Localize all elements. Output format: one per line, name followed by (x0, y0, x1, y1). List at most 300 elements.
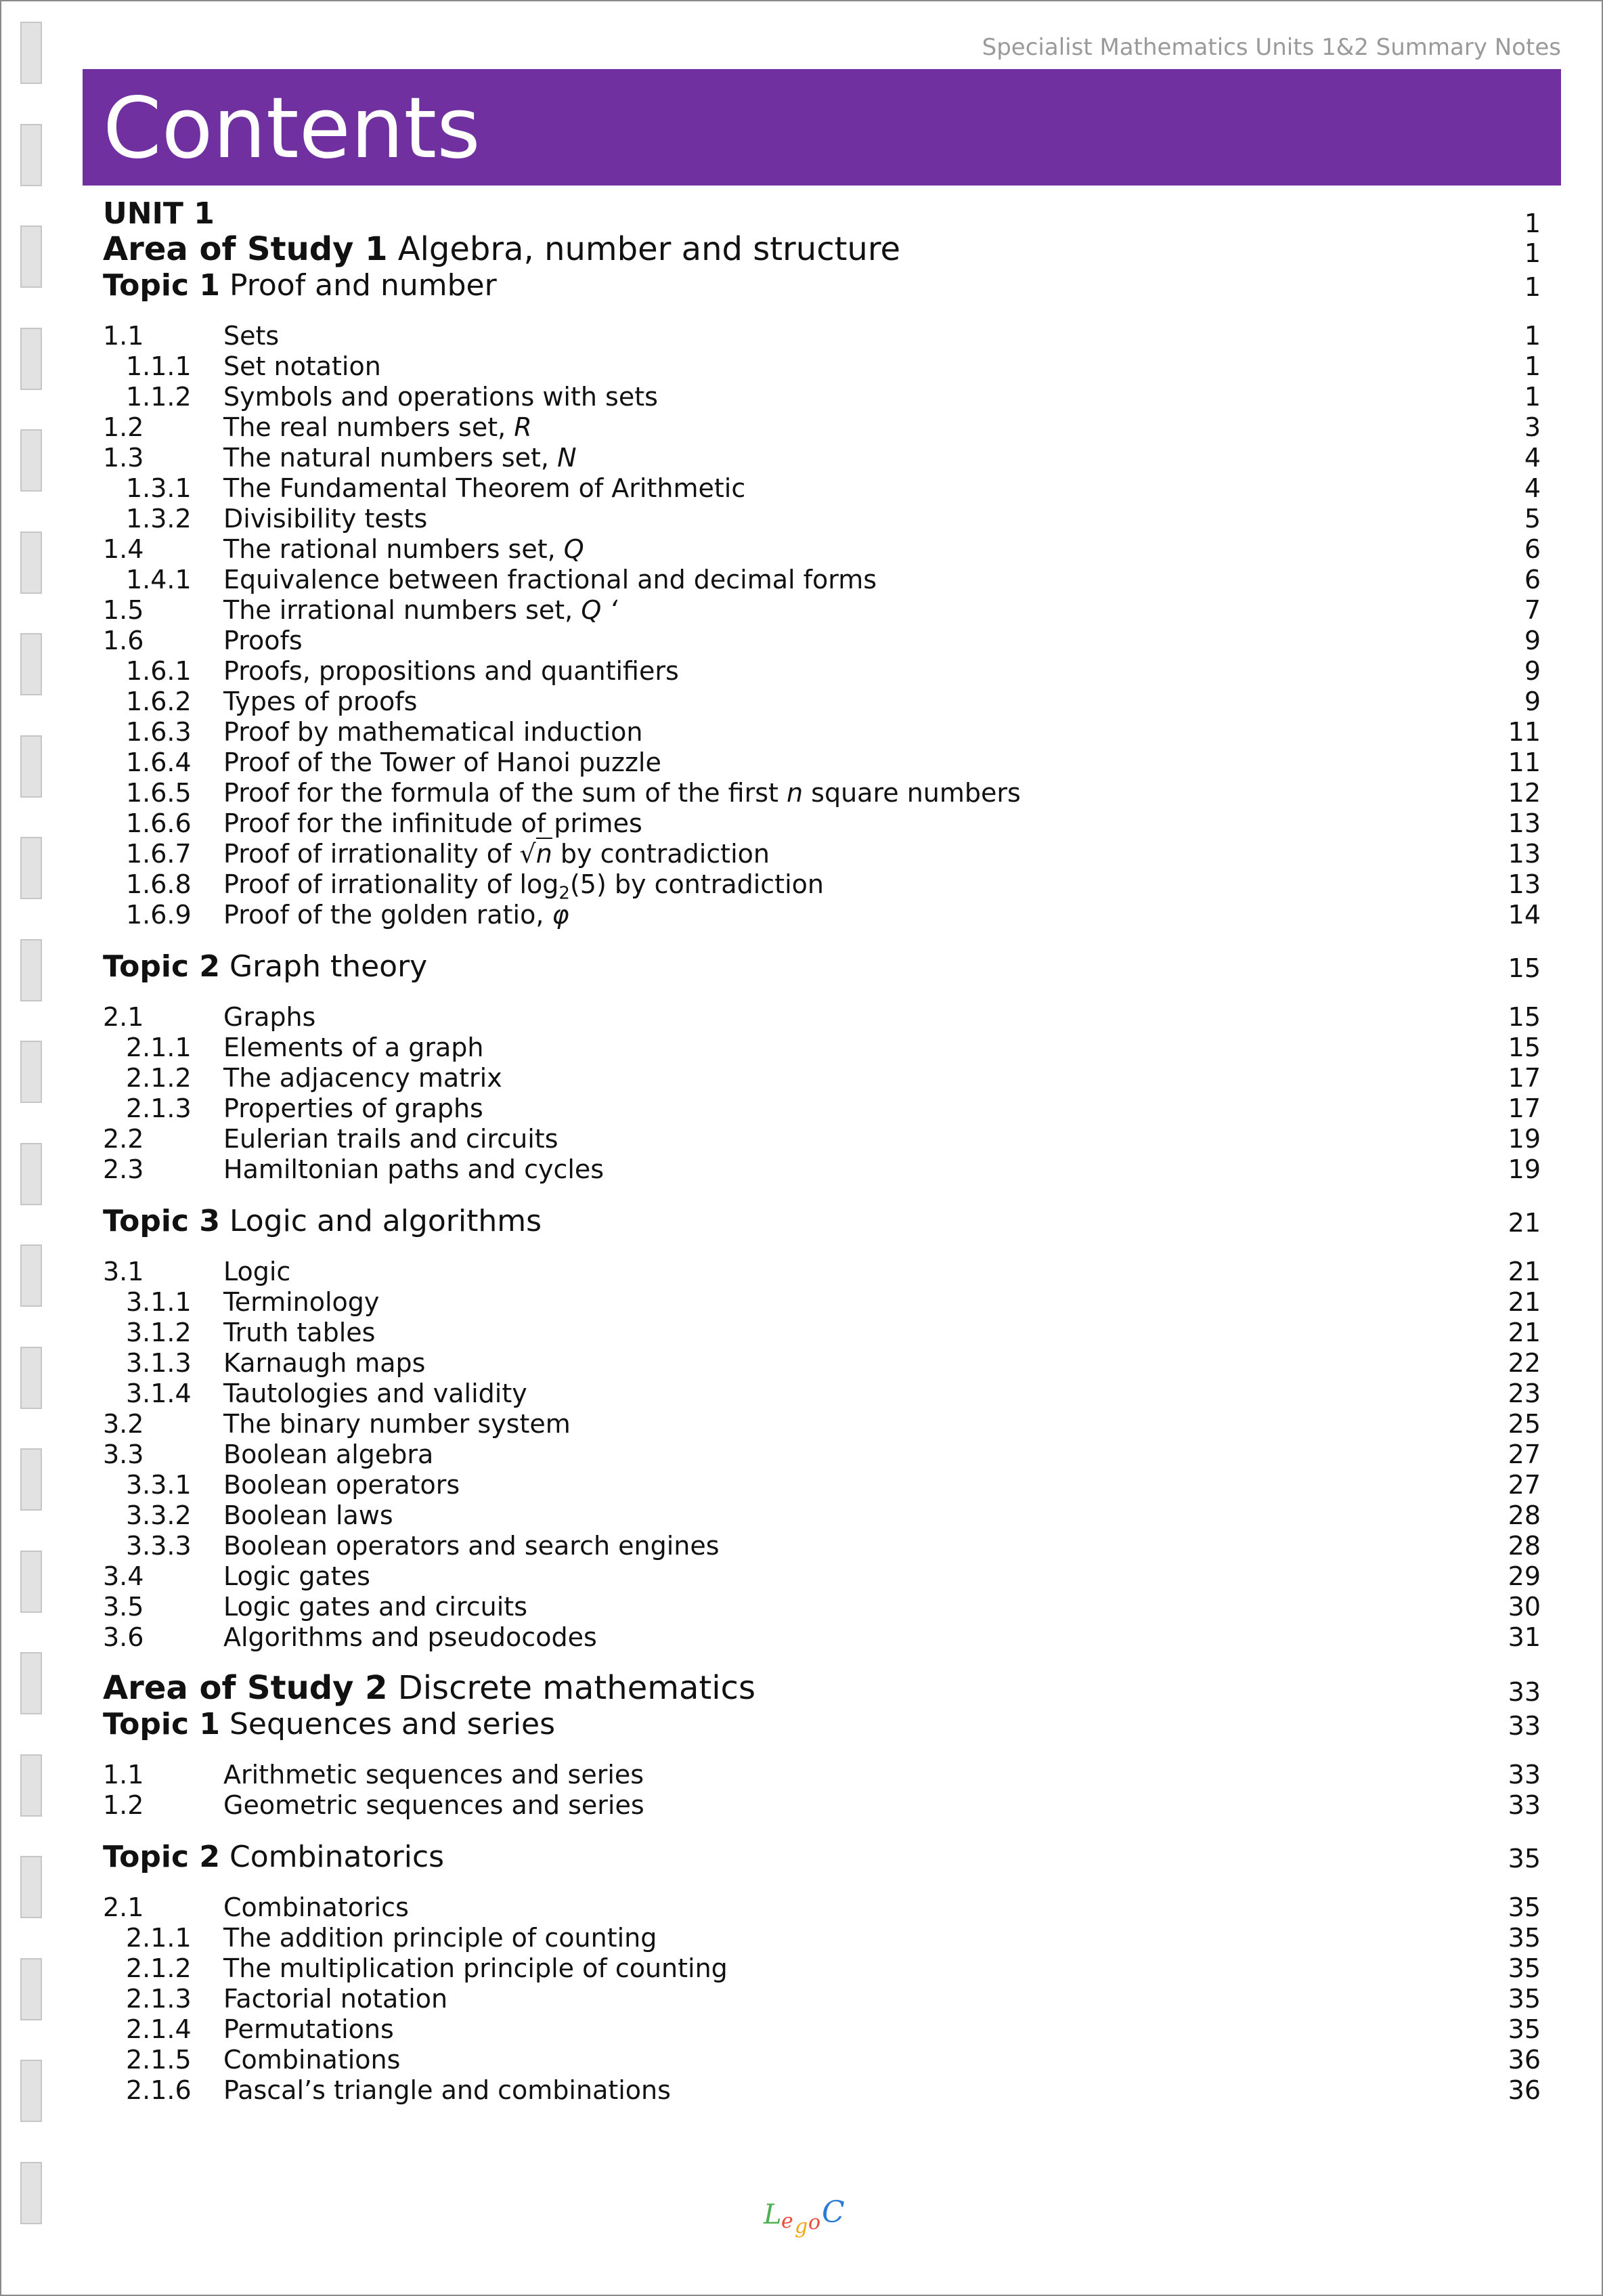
section-title (223, 839, 770, 869)
title-text: Logic (223, 1257, 291, 1286)
section-number: 3.1.1 (126, 1287, 192, 1317)
binder-hole (20, 1041, 42, 1103)
section-number: 1.1 (103, 1760, 144, 1790)
title-text: Graphs (223, 1002, 316, 1032)
title-text: Geometric sequences and series (223, 1790, 644, 1820)
section-number: 3.3.3 (126, 1531, 192, 1561)
page-number: 29 (1508, 1561, 1541, 1591)
title-text: Boolean algebra (223, 1439, 434, 1469)
section-number: 2.1 (103, 1002, 144, 1032)
page-number: 15 (1508, 1002, 1541, 1032)
page-number: 36 (1508, 2045, 1541, 2075)
topic-2-heading[interactable] (103, 949, 1541, 984)
toc-entry[interactable] (103, 1622, 1541, 1653)
section-number: 2.1.3 (126, 1093, 192, 1123)
section-number: 1.3.2 (126, 504, 192, 534)
section-title (223, 1500, 393, 1531)
toc-entry[interactable] (103, 748, 1541, 778)
svg-text:o: o (808, 2211, 821, 2234)
toc-entry[interactable] (103, 382, 1541, 412)
math-variable: Q (563, 534, 584, 564)
section-number: 1.6.1 (126, 656, 192, 686)
toc-entry[interactable] (103, 2045, 1541, 2075)
binder-hole (20, 2060, 42, 2122)
section-number: 3.1.2 (126, 1318, 192, 1347)
toc-entry[interactable] (103, 443, 1541, 473)
title-text: Divisibility tests (223, 504, 428, 534)
toc-entry[interactable] (103, 321, 1541, 351)
title-text: The rational numbers set, (223, 534, 564, 564)
binder-hole (20, 1244, 42, 1307)
section-number: 1.6.2 (126, 687, 192, 716)
title-text: by contradiction (552, 839, 770, 869)
table-of-contents (103, 198, 1541, 2106)
toc-entry[interactable] (103, 1287, 1541, 1318)
binder-hole (20, 1856, 42, 1918)
page-number: 4 (1524, 473, 1541, 503)
math-variable: n (535, 839, 552, 869)
page-number: 30 (1508, 1592, 1541, 1622)
section-title (223, 1923, 657, 1953)
title-text: Proof of irrationality of log (223, 869, 559, 899)
title-text: Pascal’s triangle and combinations (223, 2075, 671, 2105)
section-number: 3.3.1 (126, 1470, 192, 1500)
svg-text:C: C (822, 2195, 845, 2230)
section-title (223, 717, 642, 748)
section-number: 2.1.2 (126, 1953, 192, 1983)
section-number: 2.1.3 (126, 1984, 192, 2014)
page-number: 19 (1508, 1124, 1541, 1154)
page-number: 25 (1508, 1409, 1541, 1439)
section-title (223, 656, 679, 687)
title-text: Set notation (223, 351, 381, 381)
binder-hole (20, 633, 42, 695)
toc-entry[interactable] (103, 2014, 1541, 2045)
page-number: 21 (1508, 1257, 1541, 1286)
title-text: Terminology (223, 1287, 380, 1317)
toc-entry[interactable] (103, 1592, 1541, 1622)
section-title (223, 1953, 728, 1984)
contents-banner (83, 69, 1561, 186)
toc-entry[interactable] (103, 565, 1541, 595)
math-variable: Q ‘ (581, 595, 618, 625)
legoc-logo (758, 2195, 846, 2249)
page-number: 15 (1508, 953, 1541, 983)
aos-title: Algebra, number and structure (387, 230, 901, 268)
toc-entry[interactable] (103, 778, 1541, 808)
page-number: 35 (1508, 1923, 1541, 1953)
section-title (223, 1622, 597, 1653)
section-number: 1.2 (103, 412, 144, 442)
section-number: 1.6.5 (126, 778, 192, 808)
toc-entry[interactable] (103, 1984, 1541, 2014)
section-title (223, 687, 417, 717)
section-title (223, 473, 745, 504)
title-text: Proof of irrationality of (223, 839, 520, 869)
unit-label: UNIT 1 (103, 196, 215, 231)
section-title (223, 1439, 433, 1470)
section-title (223, 2075, 671, 2106)
section-title (223, 1592, 527, 1622)
toc-entry[interactable] (103, 1257, 1541, 1287)
aos2-topic-1-entries (103, 1760, 1541, 1821)
page-number: 6 (1524, 534, 1541, 564)
page-number: 35 (1508, 1984, 1541, 2014)
binder-hole (20, 939, 42, 1001)
section-title (223, 1470, 460, 1500)
section-number: 2.1.1 (126, 1033, 192, 1062)
area-of-study-2-heading[interactable] (103, 1669, 1541, 1707)
section-number: 1.6 (103, 626, 144, 655)
section-number: 1.6.6 (126, 808, 192, 838)
section-title (223, 382, 658, 412)
toc-entry[interactable] (103, 1760, 1541, 1790)
page-number: 1 (1524, 382, 1541, 412)
section-title (223, 748, 661, 778)
section-title (223, 1409, 571, 1439)
title-text: Logic gates and circuits (223, 1592, 528, 1622)
title-text: square numbers (803, 778, 1021, 808)
title-text: (5) by contradiction (569, 869, 824, 899)
page-number: 9 (1524, 656, 1541, 686)
section-title (223, 1531, 720, 1561)
section-number: 2.1.6 (126, 2075, 192, 2105)
section-number: 3.1.4 (126, 1379, 192, 1408)
binder-hole (20, 124, 42, 186)
page-number: 7 (1524, 595, 1541, 625)
topic-title: Sequences and series (220, 1707, 555, 1741)
page-number: 11 (1508, 717, 1541, 747)
page-number: 13 (1508, 839, 1541, 869)
toc-entry[interactable] (103, 1033, 1541, 1063)
page-number: 9 (1524, 626, 1541, 655)
page-number: 35 (1508, 1953, 1541, 1983)
toc-entry[interactable] (103, 534, 1541, 565)
section-title (223, 1348, 425, 1379)
page-number: 9 (1524, 687, 1541, 716)
page-number: 14 (1508, 900, 1541, 930)
title-text: The real numbers set, (223, 412, 514, 442)
toc-entry[interactable] (103, 1409, 1541, 1439)
title-text: Karnaugh maps (223, 1348, 426, 1378)
aos2-topic-2-heading[interactable] (103, 1840, 1541, 1875)
section-number: 3.2 (103, 1409, 144, 1439)
svg-text:g: g (795, 2215, 808, 2238)
section-title (223, 626, 303, 656)
toc-entry[interactable] (103, 1500, 1541, 1531)
toc-entry[interactable] (103, 1154, 1541, 1185)
section-number: 2.1.2 (126, 1063, 192, 1093)
title-text: Proofs, propositions and quantifiers (223, 656, 679, 686)
section-title (223, 808, 642, 839)
title-text: Eulerian trails and circuits (223, 1124, 558, 1154)
section-title (223, 1760, 644, 1790)
unit-heading[interactable] (103, 196, 1541, 238)
toc-entry[interactable] (103, 1531, 1541, 1561)
page-number: 6 (1524, 565, 1541, 594)
section-title (223, 443, 577, 473)
page-number: 33 (1508, 1790, 1541, 1820)
title-text: Proof of the Tower of Hanoi puzzle (223, 748, 661, 777)
title-text: Boolean operators and search engines (223, 1531, 720, 1561)
area-of-study-1-heading[interactable] (103, 230, 1541, 268)
math-variable: n (786, 778, 804, 808)
aos-label: Area of Study 1 (103, 230, 388, 268)
toc-entry[interactable] (103, 473, 1541, 504)
toc-entry[interactable] (103, 1953, 1541, 1984)
math-variable: R (514, 412, 532, 442)
section-number: 2.3 (103, 1154, 144, 1184)
title-text: Symbols and operations with sets (223, 382, 658, 412)
section-title (223, 412, 532, 443)
title-text: Elements of a graph (223, 1033, 484, 1062)
section-number: 3.3 (103, 1439, 144, 1469)
title-text: Hamiltonian paths and cycles (223, 1154, 605, 1184)
toc-entry[interactable] (103, 1348, 1541, 1379)
section-number: 2.1.5 (126, 2045, 192, 2075)
topic-3-heading[interactable] (103, 1204, 1541, 1239)
aos2-topic-2-entries (103, 1892, 1541, 2106)
topic-title: Combinatorics (220, 1840, 445, 1874)
page-number: 33 (1508, 1760, 1541, 1790)
title-text: Boolean laws (223, 1500, 393, 1530)
binder-hole (20, 837, 42, 899)
title-text: Properties of graphs (223, 1093, 483, 1123)
toc-entry[interactable] (103, 504, 1541, 534)
toc-entry[interactable] (103, 2075, 1541, 2106)
binder-hole (20, 2162, 42, 2224)
sqrt-symbol: √ (519, 839, 536, 869)
section-title (223, 1093, 483, 1124)
title-text: Truth tables (223, 1318, 376, 1347)
binder-hole (20, 1143, 42, 1205)
page-number: 35 (1508, 1892, 1541, 1922)
section-number: 3.3.2 (126, 1500, 192, 1530)
page-number: 35 (1508, 1844, 1541, 1873)
page-number: 31 (1508, 1622, 1541, 1652)
section-number: 3.1 (103, 1257, 144, 1286)
page-number: 19 (1508, 1154, 1541, 1184)
page-number: 35 (1508, 2014, 1541, 2044)
aos-label: Area of Study 2 (103, 1669, 388, 1707)
section-title (223, 1124, 558, 1154)
toc-entry[interactable] (103, 1923, 1541, 1953)
section-title (223, 351, 381, 382)
page-number: 11 (1508, 748, 1541, 777)
section-title (223, 1063, 502, 1093)
toc-entry[interactable] (103, 1892, 1541, 1923)
title-text: The Fundamental Theorem of Arithmetic (223, 473, 746, 503)
binder-hole (20, 1958, 42, 2020)
binder-hole (20, 225, 42, 288)
toc-entry[interactable] (103, 1439, 1541, 1470)
title-text: Proofs (223, 626, 303, 655)
page-number: 1 (1524, 238, 1541, 268)
page-number: 28 (1508, 1500, 1541, 1530)
section-title (223, 1790, 644, 1821)
section-title (223, 1287, 379, 1318)
page-number: 1 (1524, 209, 1541, 238)
toc-entry[interactable] (103, 808, 1541, 839)
page-number: 21 (1508, 1208, 1541, 1238)
title-text: Factorial notation (223, 1984, 448, 2014)
topic-title: Graph theory (220, 949, 428, 984)
section-title (223, 1154, 604, 1185)
toc-entry[interactable] (103, 1318, 1541, 1348)
binder-hole (20, 1551, 42, 1613)
section-title (223, 1984, 447, 2014)
page-number: 5 (1524, 504, 1541, 534)
topic-label: Topic 2 (103, 1840, 220, 1874)
binder-holes (20, 0, 43, 2296)
toc-entry[interactable] (103, 900, 1541, 930)
section-title (223, 565, 877, 595)
section-number: 3.6 (103, 1622, 144, 1652)
page-number: 21 (1508, 1318, 1541, 1347)
section-title (223, 778, 1021, 808)
toc-entry[interactable] (103, 839, 1541, 869)
section-title (223, 1033, 484, 1063)
title-text: Combinatorics (223, 1892, 409, 1922)
page-number: 1 (1524, 321, 1541, 351)
title-text: Boolean operators (223, 1470, 460, 1500)
section-title (223, 504, 427, 534)
section-title (223, 2014, 394, 2045)
section-title (223, 321, 279, 351)
binder-hole (20, 328, 42, 390)
toc-entry[interactable] (103, 351, 1541, 382)
page-number: 28 (1508, 1531, 1541, 1561)
header-note: Specialist Mathematics Units 1&2 Summary Notes (982, 34, 1561, 61)
math-variable: N (557, 443, 577, 473)
page-number: 17 (1508, 1063, 1541, 1093)
topic-title: Logic and algorithms (220, 1204, 542, 1238)
binder-hole (20, 1448, 42, 1511)
section-number: 1.3 (103, 443, 144, 473)
section-title (223, 595, 617, 626)
binder-hole (20, 1652, 42, 1714)
section-title (223, 2045, 400, 2075)
title-text: The natural numbers set, (223, 443, 558, 473)
title-text: Proof for the formula of the sum of the first (223, 778, 787, 808)
title-text: The binary number system (223, 1409, 571, 1439)
title-text: Proof by mathematical induction (223, 717, 643, 747)
title-text: The multiplication principle of counting (223, 1953, 728, 1983)
page-number: 27 (1508, 1439, 1541, 1469)
binder-hole (20, 1754, 42, 1817)
topic-1-heading[interactable] (103, 268, 1541, 303)
toc-entry[interactable] (103, 412, 1541, 443)
section-title (223, 1318, 375, 1348)
section-title (223, 900, 569, 930)
toc-entry[interactable] (103, 1093, 1541, 1124)
topic-3-entries (103, 1257, 1541, 1653)
section-number: 2.1.1 (126, 1923, 192, 1953)
section-number: 1.4 (103, 534, 144, 564)
section-title (223, 1002, 315, 1033)
title-text: Proof of the golden ratio, (223, 900, 552, 930)
section-number: 1.6.4 (126, 748, 192, 777)
section-number: 1.1 (103, 321, 144, 351)
topic-2-entries (103, 1002, 1541, 1185)
section-number: 1.6.8 (126, 869, 192, 899)
title-text: Algorithms and pseudocodes (223, 1622, 597, 1652)
title-text: The adjacency matrix (223, 1063, 502, 1093)
title-text: Proof for the infinitude of primes (223, 808, 642, 838)
section-number: 1.1.1 (126, 351, 192, 381)
log-base: 2 (558, 883, 570, 904)
title-text: Types of proofs (223, 687, 418, 716)
toc-entry[interactable] (103, 1124, 1541, 1154)
topic-label: Topic 1 (103, 1707, 220, 1741)
section-number: 2.2 (103, 1124, 144, 1154)
legoc-logo-mark (758, 2195, 846, 2249)
page-number: 3 (1524, 412, 1541, 442)
aos2-topic-1-heading[interactable] (103, 1707, 1541, 1742)
section-number: 3.1.3 (126, 1348, 192, 1378)
section-number: 1.1.2 (126, 382, 192, 412)
section-number: 3.5 (103, 1592, 144, 1622)
section-number: 1.5 (103, 595, 144, 625)
section-number: 1.3.1 (126, 473, 192, 503)
section-title (223, 1892, 409, 1923)
page-number: 33 (1508, 1711, 1541, 1741)
aos-title: Discrete mathematics (387, 1669, 755, 1707)
title-text: Arithmetic sequences and series (223, 1760, 644, 1790)
toc-entry[interactable] (103, 869, 1541, 904)
section-number: 1.6.3 (126, 717, 192, 747)
toc-entry[interactable] (103, 1561, 1541, 1592)
title-text: Permutations (223, 2014, 394, 2044)
section-number: 1.6.9 (126, 900, 192, 930)
page-number: 13 (1508, 808, 1541, 838)
toc-entry[interactable] (103, 626, 1541, 656)
toc-entry[interactable] (103, 717, 1541, 748)
toc-entry[interactable] (103, 1470, 1541, 1500)
section-title (223, 1379, 527, 1409)
section-number: 1.2 (103, 1790, 144, 1820)
page-number: 21 (1508, 1287, 1541, 1317)
section-title (223, 1257, 290, 1287)
toc-entry[interactable] (103, 687, 1541, 717)
page-number: 36 (1508, 2075, 1541, 2105)
binder-hole (20, 532, 42, 594)
binder-hole (20, 22, 42, 84)
page-number: 17 (1508, 1093, 1541, 1123)
title-text: Equivalence between fractional and decimal forms (223, 565, 877, 594)
svg-text:L: L (764, 2199, 782, 2230)
section-title (223, 534, 584, 565)
toc-entry[interactable] (103, 1379, 1541, 1409)
title-text: Logic gates (223, 1561, 370, 1591)
title-text: Sets (223, 321, 280, 351)
toc-entry[interactable] (103, 595, 1541, 626)
section-number: 1.6.7 (126, 839, 192, 869)
page-number: 12 (1508, 778, 1541, 808)
section-number: 1.4.1 (126, 565, 192, 594)
page-number: 22 (1508, 1348, 1541, 1378)
toc-entry[interactable] (103, 1790, 1541, 1821)
section-title (223, 1561, 370, 1592)
topic-label: Topic 1 (103, 268, 220, 303)
toc-entry[interactable] (103, 1063, 1541, 1093)
toc-entry[interactable] (103, 656, 1541, 687)
page-number: 15 (1508, 1033, 1541, 1062)
section-number: 2.1.4 (126, 2014, 192, 2044)
topic-label: Topic 3 (103, 1204, 220, 1238)
toc-entry[interactable] (103, 1002, 1541, 1033)
page-number: 27 (1508, 1470, 1541, 1500)
